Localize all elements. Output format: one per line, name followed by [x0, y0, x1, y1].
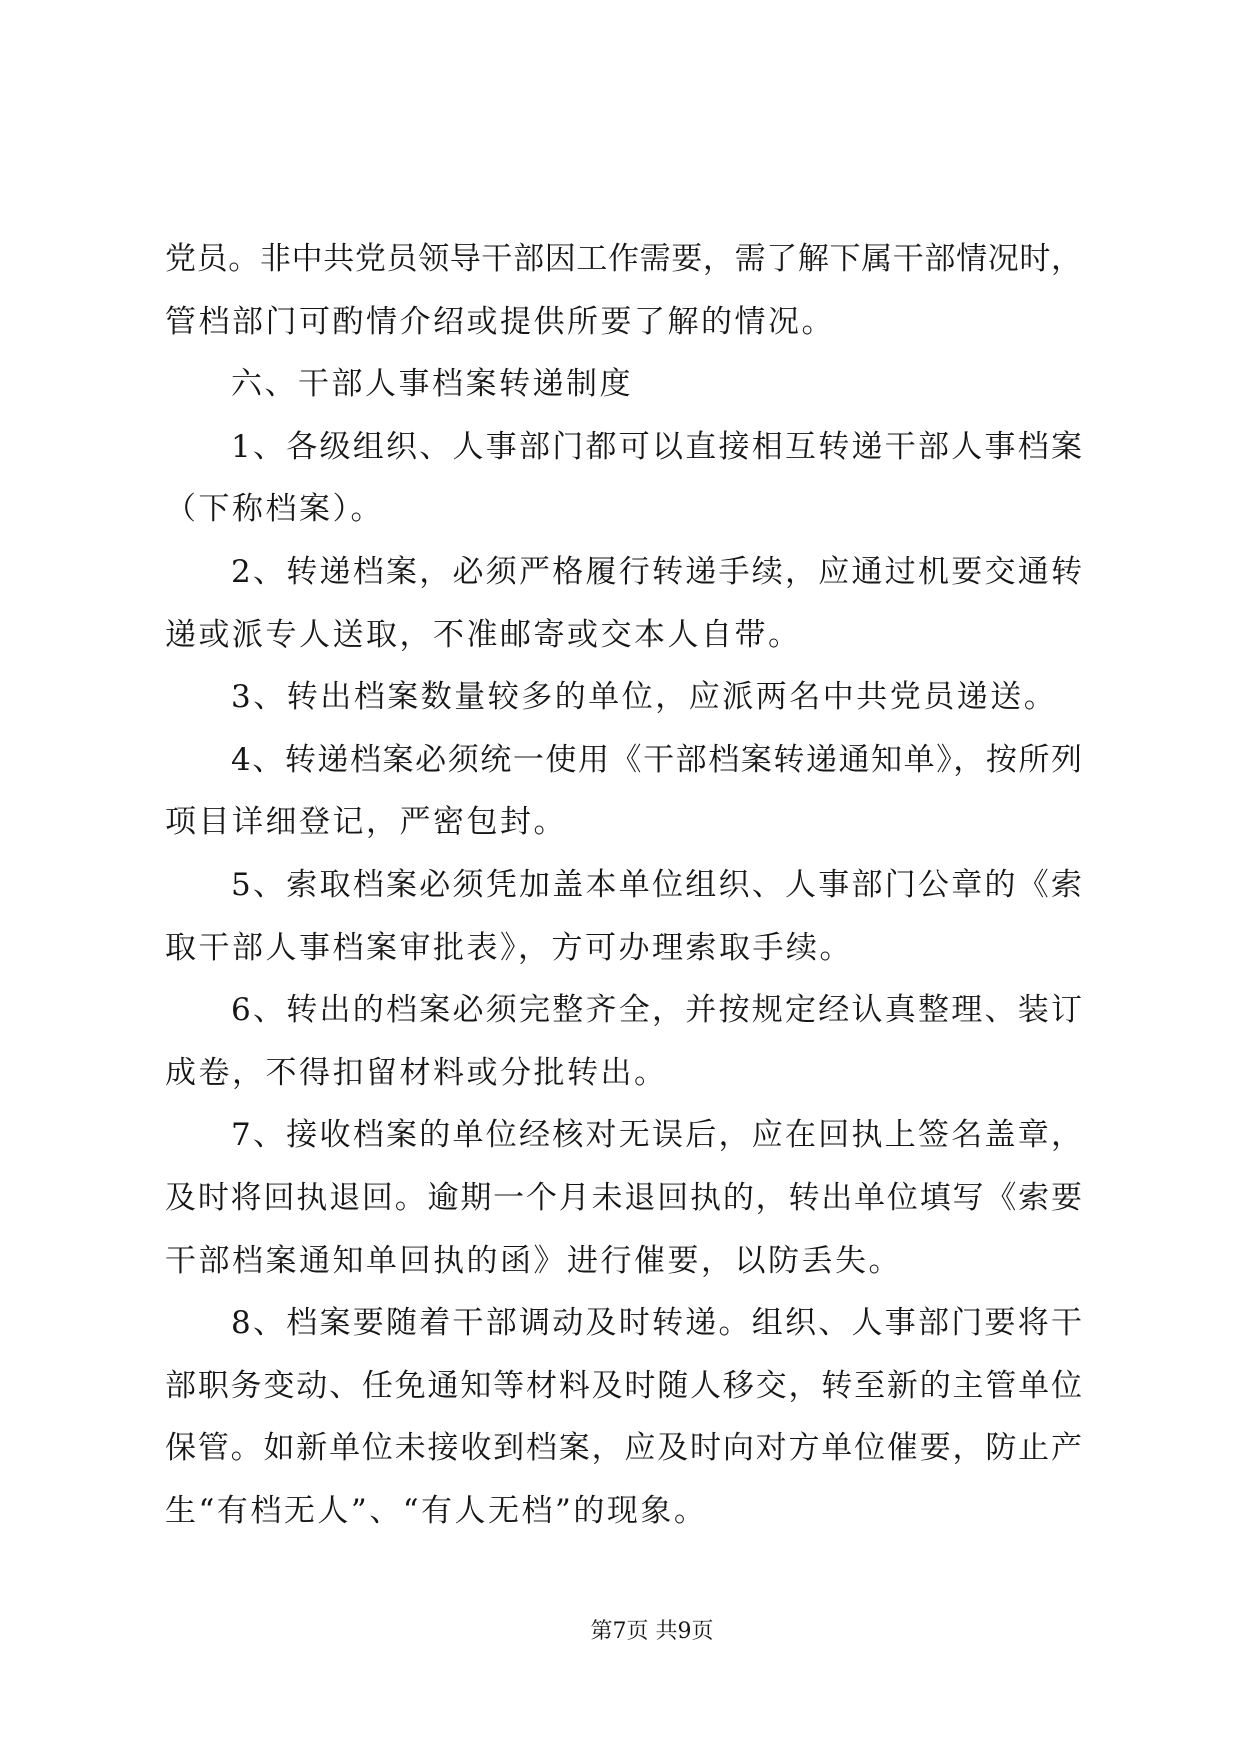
text-line: 8、档案要随着干部调动及时转递。组织、人事部门要将干	[231, 1305, 1082, 1342]
page-number-label: 第7页 共9页	[590, 1619, 714, 1644]
paragraph	[165, 416, 1082, 541]
text-line: 3、转出档案数量较多的单位，应派两名中共党员递送。	[231, 679, 1058, 716]
text-line: 项目详细登记，严密包封。	[165, 804, 567, 841]
paragraph	[165, 666, 1082, 729]
text-line: 取干部人事档案审批表》，方可办理索取手续。	[165, 929, 853, 966]
page-footer	[560, 1617, 744, 1647]
text-line: （下称档案）。	[165, 491, 384, 528]
paragraph	[165, 1104, 1082, 1292]
section-heading-text: 六、干部人事档案转递制度	[231, 366, 633, 403]
text-line: 干部档案通知单回执的函》进行催要，以防丢失。	[165, 1242, 902, 1279]
paragraph	[165, 729, 1082, 854]
text-line: 管档部门可酌情介绍或提供所要了解的情况。	[165, 303, 835, 340]
text-line: 保管。如新单位未接收到档案，应及时向对方单位催要，防止产	[165, 1430, 1082, 1467]
paragraph	[165, 1292, 1082, 1542]
text-line: 7、接收档案的单位经核对无误后，应在回执上签名盖章，	[231, 1117, 1082, 1154]
text-line: 1、各级组织、人事部门都可以直接相互转递干部人事档案	[231, 428, 1082, 465]
text-line: 2、转递档案，必须严格履行转递手续，应通过机要交通转	[231, 553, 1082, 590]
text-line: 及时将回执退回。逾期一个月未退回执的，转出单位填写《索要	[165, 1179, 1082, 1216]
section-heading	[165, 353, 1082, 416]
text-line: 部职务变动、任免通知等材料及时随人移交，转至新的主管单位	[165, 1367, 1082, 1404]
text-line: 成卷，不得扣留材料或分批转出。	[165, 1054, 668, 1091]
text-line: 党员。非中共党员领导干部因工作需要，需了解下属干部情况时，	[165, 241, 1082, 277]
text-line: 6、转出的档案必须完整齐全，并按规定经认真整理、装订	[231, 992, 1082, 1029]
text-line: 4、转递档案必须统一使用《干部档案转递通知单》，按所列	[231, 741, 1082, 778]
text-line: 递或派专人送取，不准邮寄或交本人自带。	[165, 616, 802, 653]
paragraph	[165, 228, 1082, 353]
text-line: 5、索取档案必须凭加盖本单位组织、人事部门公章的《索	[231, 866, 1082, 903]
text-line: 生“有档无人”、“有人无档”的现象。	[165, 1492, 708, 1529]
paragraph	[165, 979, 1082, 1104]
paragraph	[165, 854, 1082, 979]
document-body	[165, 228, 1082, 1542]
paragraph	[165, 541, 1082, 666]
